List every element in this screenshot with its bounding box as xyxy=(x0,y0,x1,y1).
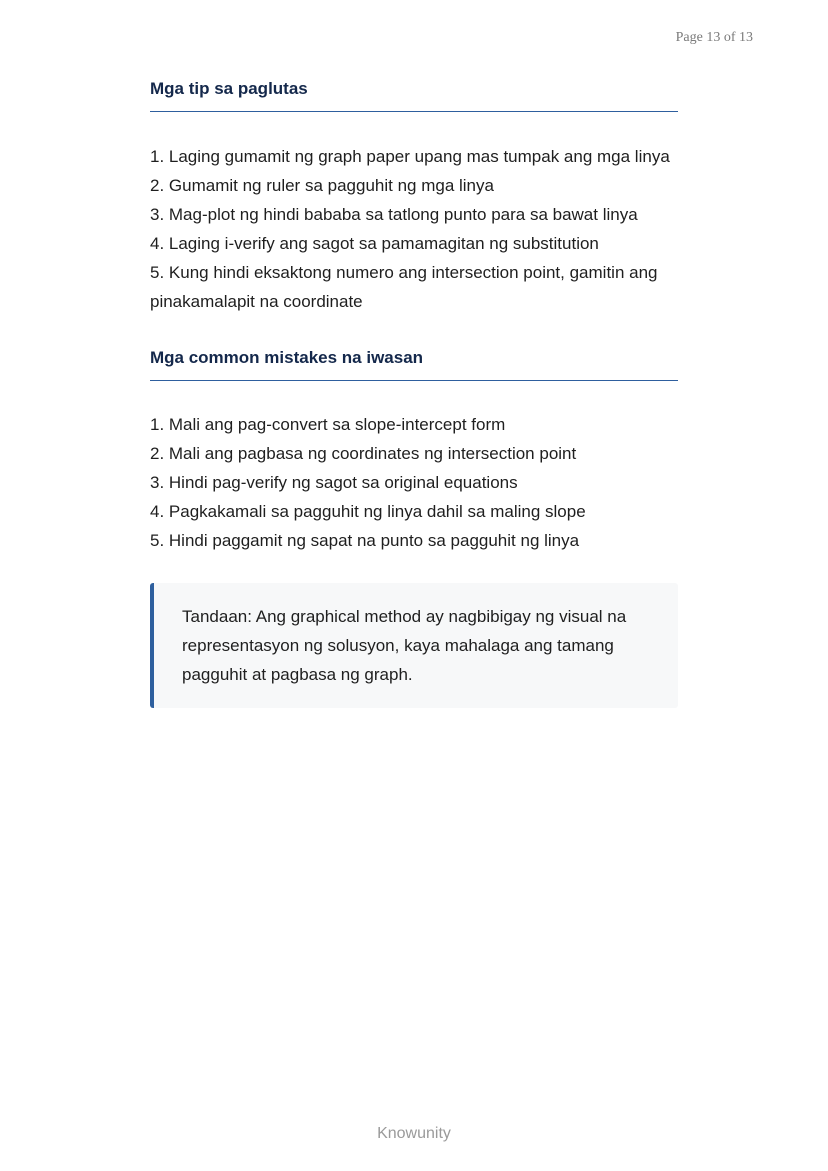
tips-heading: Mga tip sa paglutas xyxy=(150,78,678,112)
list-item: 2. Mali ang pagbasa ng coordinates ng intersection point xyxy=(150,444,577,463)
page-number: Page 13 of 13 xyxy=(675,30,753,45)
list-item: 5. Hindi paggamit ng sapat na punto sa pagguhit ng linya xyxy=(150,531,580,550)
list-item: 4. Laging i-verify ang sagot sa pamamagitan ng substitution xyxy=(150,234,599,253)
footer-brand: Knowunity xyxy=(377,1125,451,1142)
mistakes-list xyxy=(150,410,678,555)
note-callout xyxy=(150,583,678,708)
list-item: 1. Laging gumamit ng graph paper upang mas tumpak ang mga linya xyxy=(150,147,670,166)
list-item: 3. Hindi pag-verify ng sagot sa original equations xyxy=(150,473,518,492)
page-content xyxy=(150,78,678,708)
mistakes-heading: Mga common mistakes na iwasan xyxy=(150,347,678,381)
list-item: 5. Kung hindi eksaktong numero ang intersection point, gamitin ang pinakamalapit na coordinate xyxy=(150,263,658,311)
tips-list xyxy=(150,142,678,316)
note-text: Tandaan: Ang graphical method ay nagbibigay ng visual na representasyon ng solusyon, kaya mahalaga ang tamang pagguhit at pagbasa ng graph. xyxy=(182,607,627,684)
list-item: 4. Pagkakamali sa pagguhit ng linya dahil sa maling slope xyxy=(150,502,586,521)
list-item: 2. Gumamit ng ruler sa pagguhit ng mga linya xyxy=(150,176,494,195)
list-item: 1. Mali ang pag-convert sa slope-intercept form xyxy=(150,415,506,434)
list-item: 3. Mag-plot ng hindi bababa sa tatlong punto para sa bawat linya xyxy=(150,205,638,224)
